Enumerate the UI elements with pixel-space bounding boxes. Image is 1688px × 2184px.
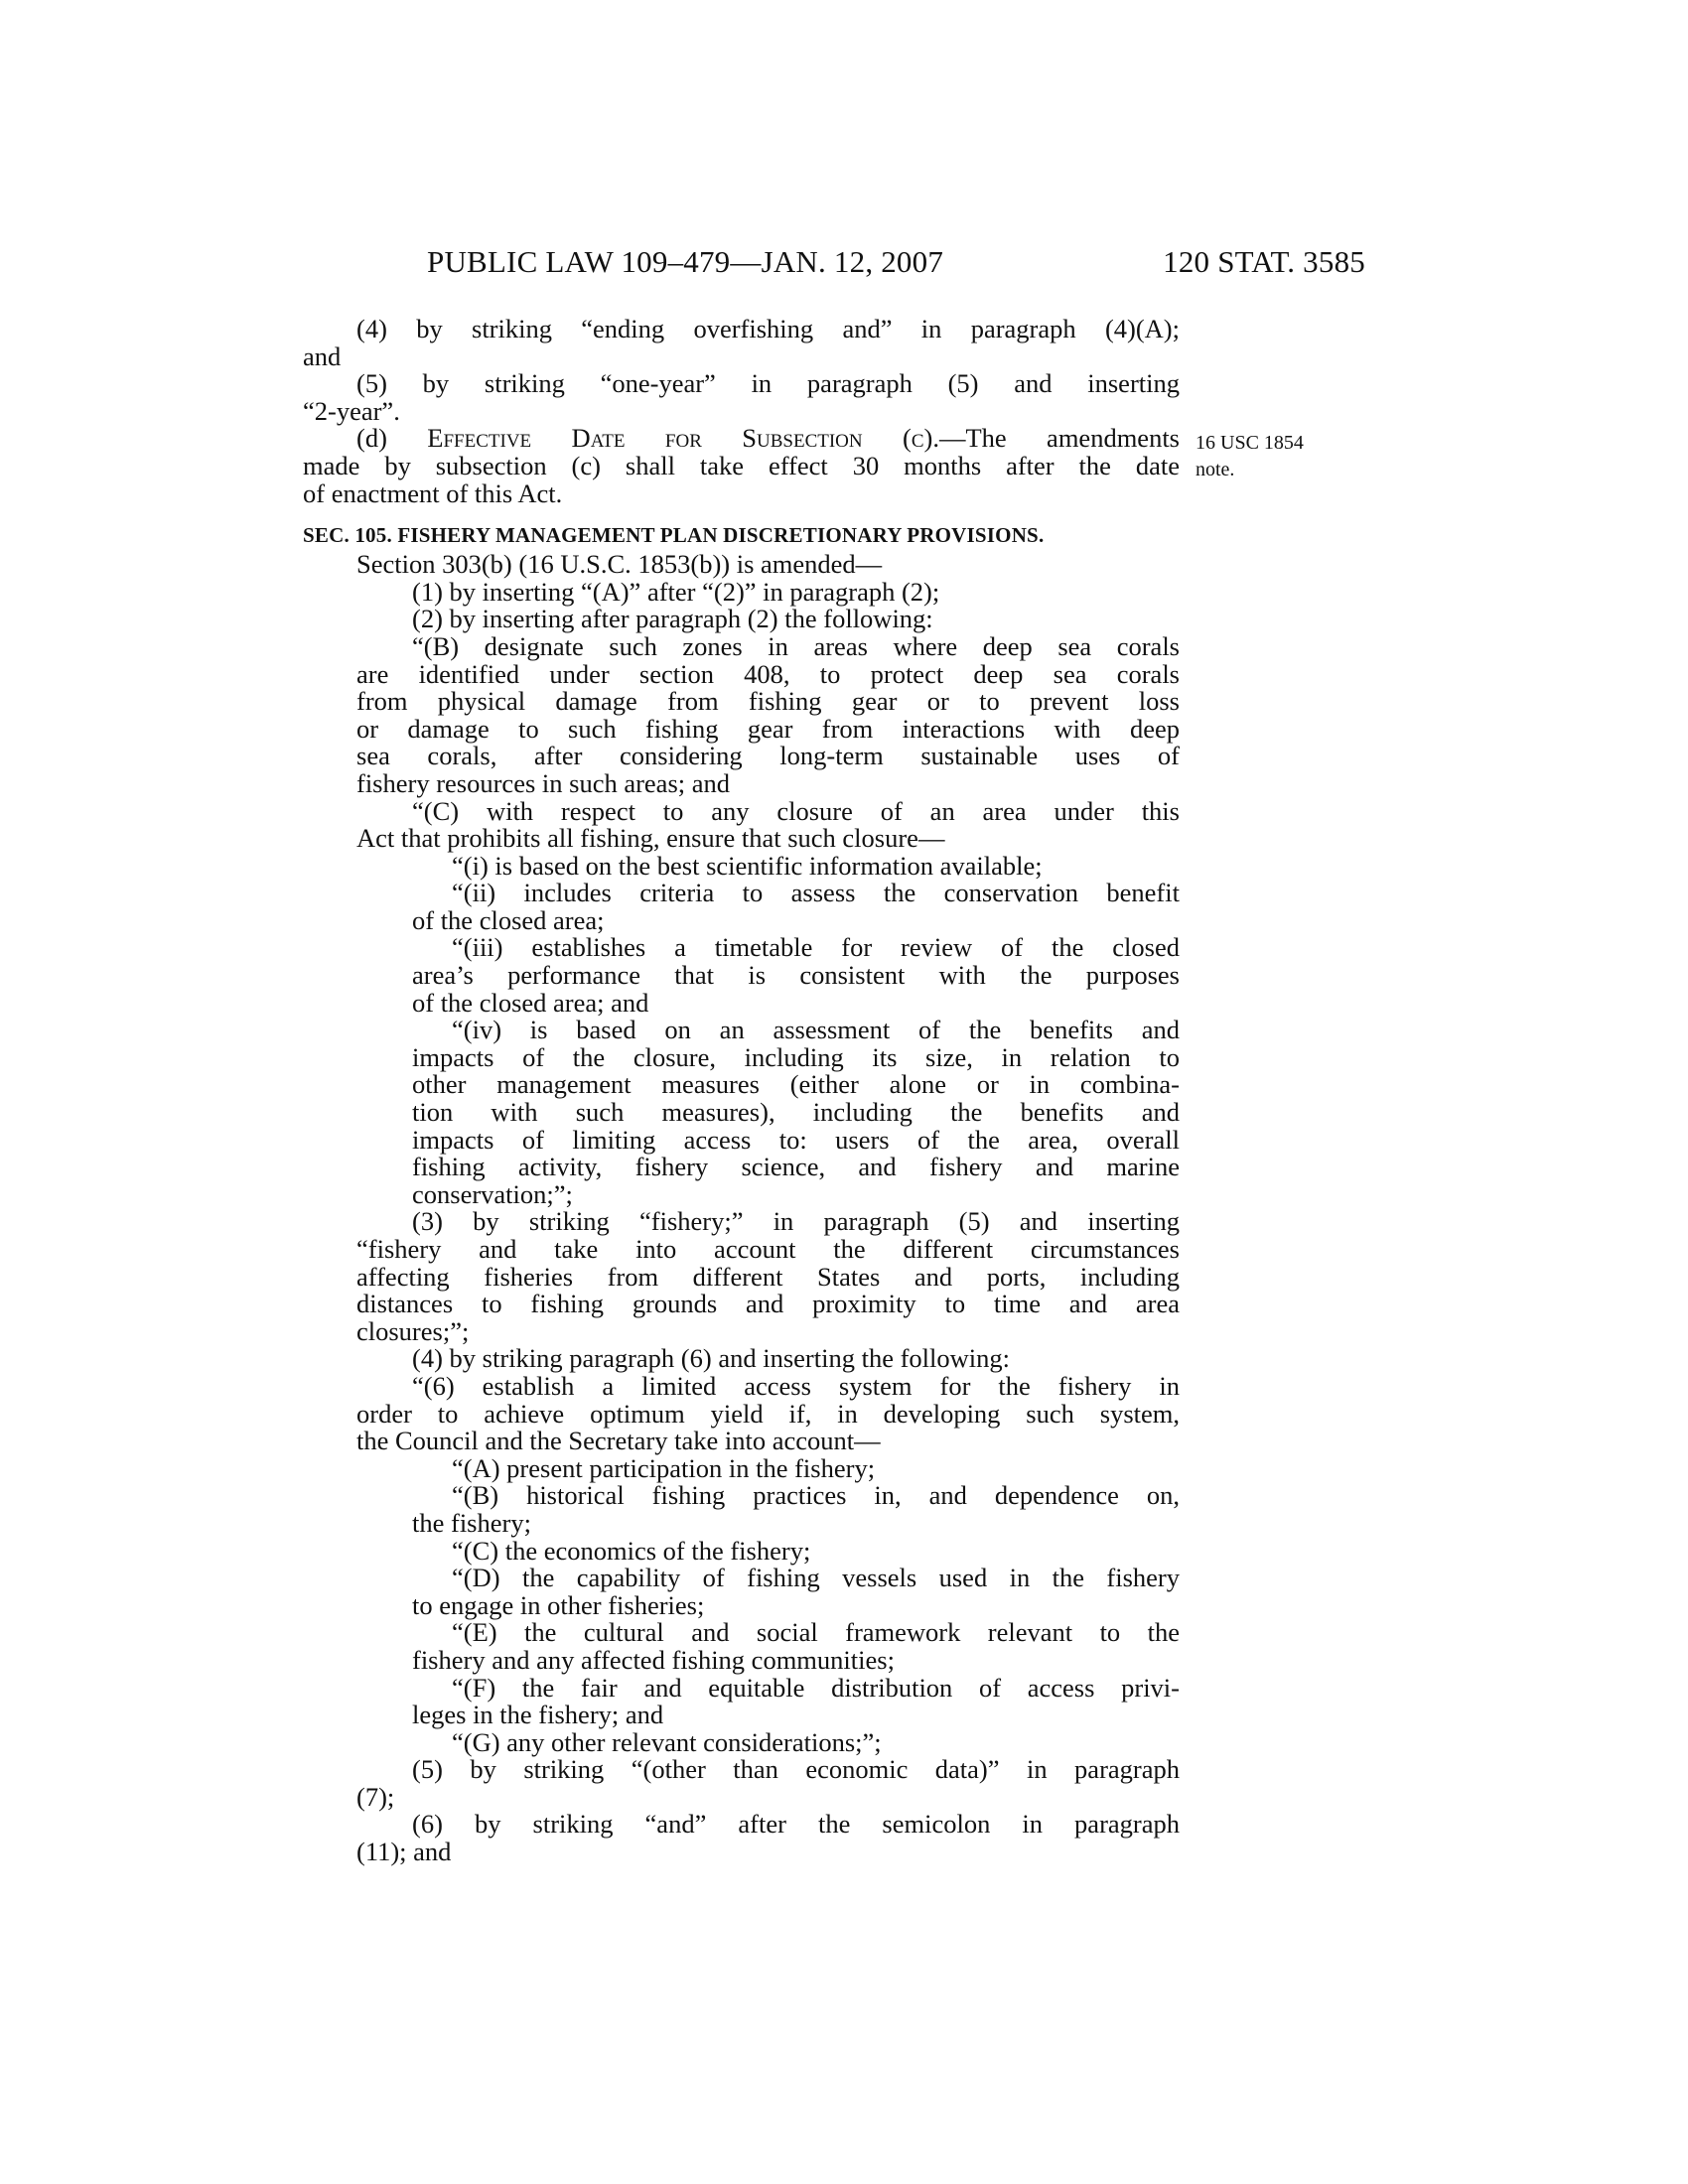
text-line: closures;”;: [356, 1315, 470, 1346]
text-line: “(F) the fair and equitable distribution of access privi-: [452, 1672, 1180, 1703]
text-line: (4) by striking “ending overfishing and” in paragraph (4)(A);: [356, 314, 1180, 343]
text-line: “(iv) is based on an assessment of the benefits and: [452, 1015, 1180, 1045]
text-line: (4) by striking paragraph (6) and inserting the following:: [412, 1343, 1010, 1374]
text-line: “(iii) establishes a timetable for review of the closed: [452, 932, 1180, 963]
text-line: affecting fisheries from different States and ports, including: [356, 1261, 1180, 1292]
text-line: other management measures (either alone or in combina-: [412, 1069, 1180, 1100]
text-line: made by subsection (c) shall take effect 30 months after the date: [303, 450, 1180, 480]
text-line: and: [303, 341, 342, 371]
text-line: conservation;”;: [412, 1178, 573, 1209]
text-line: “(ii) includes criteria to assess the conservation benefit: [452, 878, 1180, 908]
text-line: fishery and any affected fishing communities;: [412, 1644, 895, 1675]
text-line: (1) by inserting “(A)” after “(2)” in paragraph (2);: [412, 576, 940, 607]
text-line: distances to fishing grounds and proximity to time and area: [356, 1289, 1180, 1319]
text-line: “(i) is based on the best scientific information available;: [452, 850, 1043, 881]
text-line: tion with such measures), including the benefits and: [412, 1097, 1180, 1128]
text-line: the fishery;: [412, 1507, 531, 1538]
text-line: (11); and: [356, 1837, 452, 1867]
text-line: the Council and the Secretary take into account—: [356, 1426, 881, 1456]
text-line: area’s performance that is consistent with the purposes: [412, 960, 1180, 991]
text-line: (3) by striking “fishery;” in paragraph (5) and inserting: [412, 1206, 1180, 1237]
text-line: “2-year”.: [303, 395, 400, 426]
text-line: “(C) with respect to any closure of an area under this: [412, 795, 1180, 826]
document-body: [303, 316, 1180, 1866]
subsection-text: —The amendments: [938, 423, 1180, 454]
text-line: “(B) historical fishing practices in, and dependence on,: [452, 1480, 1180, 1511]
text-line: (5) by striking “(other than economic data)” in paragraph: [412, 1754, 1180, 1785]
text-line: (5) by striking “one-year” in paragraph (5) and inserting: [356, 368, 1180, 399]
subsection-caption: Effective Date for Subsection (c).: [427, 423, 939, 454]
text-line: sea corals, after considering long-term sustainable uses of: [356, 741, 1180, 771]
text-line: from physical damage from fishing gear or to prevent loss: [356, 686, 1180, 717]
text-line: Section 303(b) (16 U.S.C. 1853(b)) is amended—: [356, 549, 883, 580]
subsection-label: (d): [356, 423, 428, 454]
text-line: Act that prohibits all fishing, ensure that such closure—: [356, 823, 945, 854]
text-line: “(C) the economics of the fishery;: [452, 1535, 811, 1566]
text-line: “(G) any other relevant considerations;”;: [452, 1726, 882, 1757]
text-line: are identified under section 408, to protect deep sea corals: [356, 658, 1180, 689]
margin-citation-line: note.: [1196, 459, 1235, 480]
text-line: impacts of limiting access to: users of the area, overall: [412, 1124, 1180, 1155]
text-line: “(D) the capability of fishing vessels used in the fishery: [452, 1563, 1180, 1593]
text-line: fishing activity, fishery science, and fishery and marine: [412, 1152, 1180, 1182]
text-line: impacts of the closure, including its size, in relation to: [412, 1041, 1180, 1072]
text-line: of enactment of this Act.: [303, 478, 563, 508]
text-line: (7);: [356, 1781, 395, 1812]
text-line: “(A) present participation in the fishery;: [452, 1452, 876, 1483]
subsection-d-line: [303, 425, 1180, 453]
text-line: leges in the fishery; and: [412, 1700, 664, 1730]
page-number: 120 STAT. 3585: [1163, 244, 1365, 279]
text-line: or damage to such fishing gear from interactions with deep: [356, 713, 1180, 744]
page-header: [303, 244, 1365, 284]
text-line: of the closed area;: [412, 904, 605, 935]
text-line: order to achieve optimum yield if, in developing such system,: [356, 1398, 1180, 1429]
text-line: of the closed area; and: [412, 987, 649, 1018]
text-line: “(E) the cultural and social framework relevant to the: [452, 1617, 1180, 1648]
margin-citation-line: 16 USC 1854: [1196, 432, 1304, 454]
margin-citation: [1196, 430, 1304, 483]
text-line: fishery resources in such areas; and: [356, 767, 731, 798]
text-line: “fishery and take into account the different circumstances: [356, 1234, 1180, 1264]
text-line: to engage in other fisheries;: [412, 1589, 705, 1620]
text-line: “(6) establish a limited access system for the fishery in: [412, 1370, 1180, 1401]
text-line: (6) by striking “and” after the semicolon in paragraph: [412, 1809, 1180, 1840]
running-title: PUBLIC LAW 109–479—JAN. 12, 2007: [427, 244, 944, 279]
text-line: “(B) designate such zones in areas where deep sea corals: [412, 630, 1180, 661]
section-heading: SEC. 105. FISHERY MANAGEMENT PLAN DISCRETIONARY PROVISIONS.: [303, 523, 1045, 548]
text-line: (2) by inserting after paragraph (2) the following:: [412, 604, 933, 634]
